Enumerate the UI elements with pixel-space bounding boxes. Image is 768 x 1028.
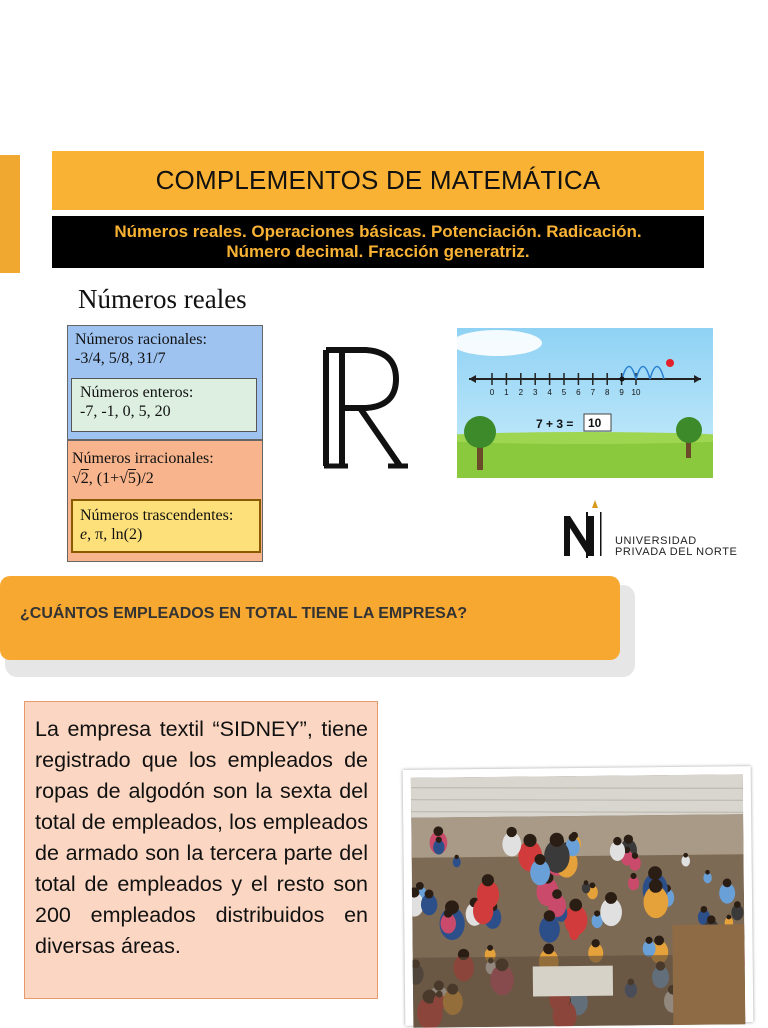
real-numbers-symbol	[318, 346, 408, 470]
page-title: COMPLEMENTOS DE MATEMÁTICA	[155, 165, 601, 195]
subtitle-bar	[52, 216, 704, 268]
factory-photo	[411, 774, 746, 1027]
university-name-line-2: PRIVADA DEL NORTE	[615, 546, 738, 558]
subtitle-line-2: Número decimal. Fracción generatriz.	[226, 242, 530, 261]
tick-label-4: 4	[547, 388, 552, 397]
tick-label-9: 9	[619, 388, 624, 397]
tick-label-0: 0	[489, 388, 495, 397]
rational-numbers-values: -3/4, 5/8, 31/7	[75, 350, 166, 367]
transcendental-numbers-box	[71, 499, 261, 553]
number-line-picture	[457, 328, 713, 478]
integer-numbers-box	[71, 378, 257, 432]
question-text: ¿CUÁNTOS EMPLEADOS EN TOTAL TIENE LA EMPRESA?	[20, 605, 468, 622]
tick-label-7: 7	[590, 388, 596, 397]
question-banner	[0, 576, 620, 660]
tick-label-8: 8	[604, 388, 610, 397]
tick-label-10: 10	[631, 388, 641, 397]
marker-dot	[666, 359, 674, 367]
tick-label-2: 2	[518, 388, 524, 397]
tick-label-3: 3	[532, 388, 538, 397]
diagram-title: Números reales	[78, 284, 247, 314]
integer-numbers-values: -7, -1, 0, 5, 20	[80, 403, 171, 420]
university-name	[615, 536, 737, 558]
tick-label-6: 6	[576, 388, 581, 397]
rational-numbers-label: Números racionales:	[75, 331, 207, 348]
problem-box	[24, 701, 378, 999]
subtitle-line-1: Números reales. Operaciones básicas. Potenciación. Radicación.	[114, 222, 642, 241]
tick-label-5: 5	[561, 388, 567, 397]
tick-label-1: 1	[504, 388, 509, 397]
accent-bar	[0, 155, 20, 273]
irrational-numbers-label: Números irracionales:	[72, 450, 214, 467]
transcendental-numbers-label: Números trascendentes:	[80, 507, 234, 524]
factory-photo-frame	[403, 766, 754, 1026]
title-bar	[52, 151, 704, 210]
university-name-line-1: UNIVERSIDAD	[615, 535, 697, 547]
problem-text: La empresa textil “SIDNEY”, tiene registrado que los empleados de ropas de algodón son la sexta del total de empleados, los empleados de armado son la tercera parte del total de empleados y el resto son 200 empleados distribuidos en diversas áreas.	[35, 717, 368, 958]
transcendental-numbers-values: e, π, ln(2)	[80, 526, 143, 543]
equation-answer: 10	[588, 416, 602, 430]
irrational-numbers-values: √2, (1+√5)/2	[72, 470, 154, 487]
equation-text: 7 + 3 =	[536, 417, 574, 431]
integer-numbers-label: Números enteros:	[80, 384, 194, 401]
